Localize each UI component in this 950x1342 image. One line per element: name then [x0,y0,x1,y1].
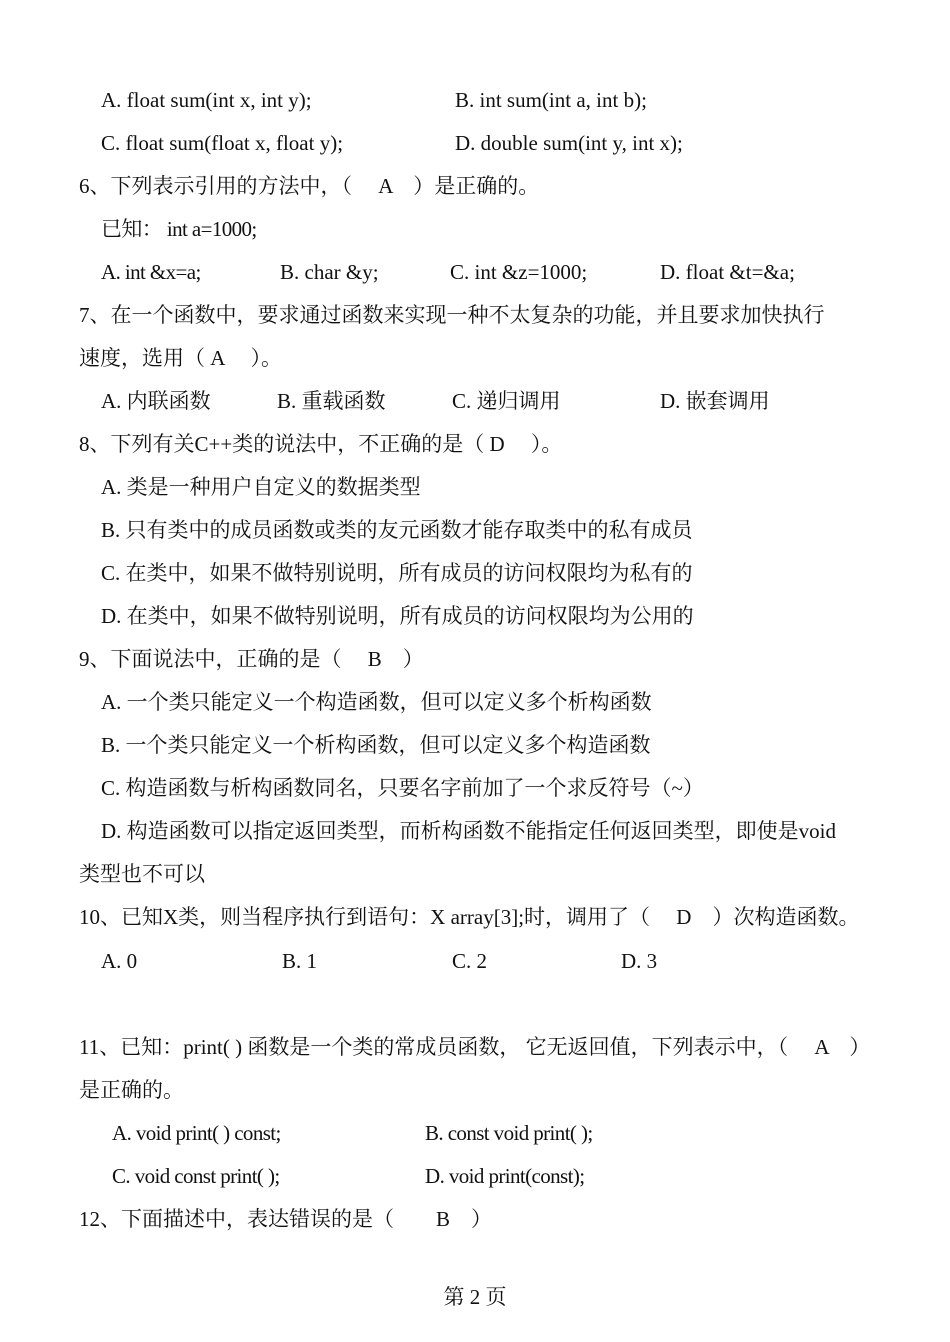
q11-stem-line-1: 11、已知：print( ) 函数是一个类的常成员函数， 它无返回值，下列表示中，（ A ） [79,1035,871,1059]
q11-option-c: C. void const print( ); [112,1164,280,1188]
q8-stem: 8、下列有关C++类的说法中，不正确的是（ D ）。 [79,432,563,456]
q9-option-d-line-2: 类型也不可以 [79,862,205,886]
q6-option-a: A. int &x=a; [101,260,201,284]
q10-option-b: B. 1 [282,949,318,973]
q6-option-c: C. int &z=1000; [450,260,588,284]
q9-option-a: A. 一个类只能定义一个构造函数，但可以定义多个析构函数 [101,690,652,714]
q9-option-b: B. 一个类只能定义一个析构函数，但可以定义多个构造函数 [101,733,651,757]
q12-stem: 12、下面描述中，表达错误的是（ B ） [79,1207,493,1231]
q8-option-d: D. 在类中，如果不做特别说明，所有成员的访问权限均为公用的 [101,604,694,628]
q10-stem: 10、已知X类，则当程序执行到语句：X array[3];时，调用了（ D ）次构造函数。 [79,905,860,929]
q7-option-a: A. 内联函数 [101,389,211,413]
q10-option-a: A. 0 [101,949,138,973]
page-number: 第 2 页 [443,1285,507,1309]
q10-option-c: C. 2 [452,949,488,973]
q5-option-b: B. int sum(int a, int b); [455,88,647,112]
q8-option-b: B. 只有类中的成员函数或类的友元函数才能存取类中的私有成员 [101,518,693,542]
q7-stem-line-2: 速度，选用（ A ）。 [79,346,283,370]
q6-stem: 6、下列表示引用的方法中，（ A ）是正确的。 [79,174,540,198]
q5-option-c: C. float sum(float x, float y); [101,131,344,155]
q7-option-d: D. 嵌套调用 [660,389,770,413]
q8-option-c: C. 在类中，如果不做特别说明，所有成员的访问权限均为私有的 [101,561,693,585]
q9-option-c: C. 构造函数与析构函数同名，只要名字前加了一个求反符号（~） [101,776,704,800]
q11-option-b: B. const void print( ); [425,1121,593,1145]
q6-option-d: D. float &t=&a; [660,260,795,284]
q9-stem: 9、下面说法中，正确的是（ B ） [79,647,424,671]
q11-option-d: D. void print(const); [425,1164,585,1188]
q7-stem-line-1: 7、在一个函数中，要求通过函数来实现一种不太复杂的功能，并且要求加快执行 [79,303,825,327]
q7-option-b: B. 重载函数 [277,389,386,413]
q6-given: 已知： int a=1000; [101,217,257,241]
q11-stem-line-2: 是正确的。 [79,1078,184,1102]
q5-option-a: A. float sum(int x, int y); [101,88,312,112]
q11-option-a: A. void print( ) const; [112,1121,281,1145]
q7-option-c: C. 递归调用 [452,389,561,413]
q9-option-d-line-1: D. 构造函数可以指定返回类型，而析构函数不能指定任何返回类型，即使是void [101,819,836,843]
q8-option-a: A. 类是一种用户自定义的数据类型 [101,475,421,499]
q10-option-d: D. 3 [621,949,658,973]
q5-option-d: D. double sum(int y, int x); [455,131,683,155]
q6-option-b: B. char &y; [280,260,379,284]
